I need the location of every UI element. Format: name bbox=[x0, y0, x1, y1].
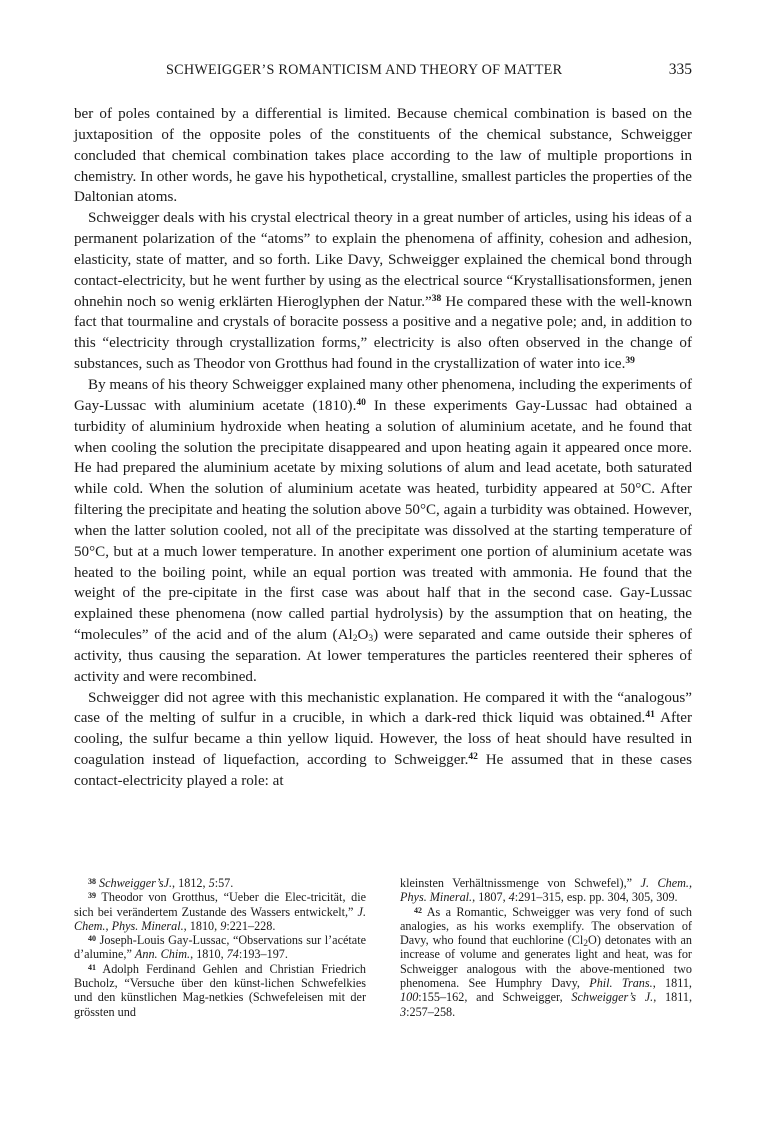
footnote-42-journal-2: Schweigger’s J. bbox=[571, 990, 654, 1005]
paragraph-4-text-c: He assumed that in these cases contact-electricity played a role: at bbox=[74, 752, 692, 789]
footnote-41 bbox=[74, 962, 366, 1019]
footnote-38-journal: Schweigger’sJ. bbox=[99, 876, 173, 890]
page-header bbox=[74, 56, 692, 82]
footnote-41-year: , 1807, bbox=[472, 890, 509, 905]
footnote-40 bbox=[74, 933, 366, 962]
footnote-42 bbox=[400, 905, 692, 1019]
footnote-40-number: 40 bbox=[88, 934, 96, 944]
subscript-al: 2 bbox=[352, 634, 358, 645]
footnote-42-text-a: As a Romantic, Schweigger was very fond of such analogies, as his works exemplify. The observation of Davy, who found that euchlorine (Cl bbox=[400, 904, 692, 948]
footnote-40-volume: 74 bbox=[226, 947, 239, 962]
footnote-38-number: 38 bbox=[88, 877, 96, 886]
paragraph-2-text-b: He compared these with the well-known fact that tourmaline and crystals of boracite possess a positive and a negative pole; and, in addition to this “electricity through crystallization forms,” electricity is also often observed in the change of substances, such as Theodor von Grotthus had found in the crystallization of water into ice. bbox=[74, 293, 692, 373]
footnote-40-text: Joseph-Louis Gay-Lussac, “Observations sur l’acétate d’alumine,” bbox=[74, 933, 366, 962]
paragraph-3-text-c: ) were separated and came outside their spheres of activity, thus causing the separation. At lower temperatures the particles reentered their spheres of activity and were recombined. bbox=[74, 627, 692, 685]
footnote-39-journal: J. Chem., Phys. Mineral. bbox=[74, 904, 366, 933]
footnote-42-year: , 1811, bbox=[652, 976, 692, 991]
page-number: 335 bbox=[668, 61, 692, 78]
footnote-41-continued bbox=[400, 876, 692, 905]
footnote-39-number: 39 bbox=[88, 891, 96, 901]
footnote-42-number: 42 bbox=[414, 905, 422, 915]
footnote-41-pages: :291–315, esp. pp. 304, 305, 309. bbox=[514, 890, 678, 905]
footnote-40-pages: :193–197. bbox=[238, 947, 288, 962]
subscript-o: 3 bbox=[368, 634, 374, 645]
paragraph-1-text: ber of poles contained by a differential is limited. Because chemical combination is based on the juxtaposition of the opposite poles of the constituents of the chemical substance, Schweigger concluded that chemical combination takes place according to the law of multiple proportions in chemistry. In other words, he gave his hypothetical, crystalline, smallest particles the properties of the Daltonian atoms. bbox=[74, 106, 692, 206]
footnote-ref-40: 40 bbox=[356, 397, 366, 408]
footnote-38-pages: :57. bbox=[214, 876, 234, 890]
footnote-41-journal: J. Chem., Phys. Mineral. bbox=[400, 876, 693, 905]
footnote-column-left bbox=[74, 876, 366, 1019]
paragraph-4-text-b: After cooling, the sulfur became a thin yellow liquid. However, the loss of heat should have resulted in coagulation instead of liquefaction, according to Schweigger. bbox=[74, 710, 692, 769]
footnote-ref-39: 39 bbox=[625, 356, 635, 367]
footnote-40-journal: Ann. Chim. bbox=[134, 947, 191, 962]
subscript-cl: 2 bbox=[583, 939, 589, 950]
running-head: SCHWEIGGER’S ROMANTICISM AND THEORY OF MATTER bbox=[166, 62, 563, 78]
oxygen-symbol: O bbox=[357, 627, 369, 644]
footnote-38-year: , 1812, bbox=[172, 876, 209, 890]
footnote-42-pages-2: :257–258. bbox=[406, 1004, 456, 1019]
footnote-41-volume: 4 bbox=[508, 890, 515, 905]
footnote-41-cont-text: kleinsten Verhältnissmenge von Schwefel),” bbox=[400, 876, 641, 890]
footnote-column-right bbox=[400, 876, 692, 1019]
footnote-ref-38: 38 bbox=[431, 293, 442, 304]
paragraph-4 bbox=[74, 688, 692, 792]
footnote-40-year: , 1810, bbox=[190, 947, 227, 962]
footnote-41-number: 41 bbox=[88, 962, 96, 972]
footnote-39-year: , 1810, bbox=[183, 918, 221, 933]
footnote-ref-41: 41 bbox=[645, 710, 655, 721]
footnote-39 bbox=[74, 890, 366, 933]
paragraph-4-text-a: Schweigger did not agree with this mechanistic explanation. He compared it with the “analogous” case of the melting of sulfur in a crucible, in which a dark-red thick liquid was obtained. bbox=[74, 689, 692, 727]
footnote-42-volume-2: 3 bbox=[400, 1004, 407, 1019]
footnote-42-journal: Phil. Trans. bbox=[589, 976, 653, 991]
paragraph-1 bbox=[74, 104, 692, 208]
footnote-38 bbox=[74, 876, 366, 890]
footnote-42-pages: :155–162, and Schweigger, bbox=[418, 990, 572, 1005]
footnote-39-text: Theodor von Grotthus, “Ueber die Elec-tricität, die sich bei verändertem Zustande des Wassers entwickelt,” bbox=[74, 890, 367, 919]
footnote-39-pages: :221–228. bbox=[226, 918, 276, 933]
main-text bbox=[74, 104, 692, 792]
paragraph-3-text-b: In these experiments Gay-Lussac had obtained a turbidity of aluminium hydroxide when heating a solution of aluminium acetate, and he found that when cooling the solution the precipitate disappeared and upon heating again it appeared once more. He had prepared the aluminium acetate by mixing solutions of alum and lead acetate, both saturated while cold. When the solution of aluminium acetate was heated, turbidity appeared at 50°C. After filtering the precipitate and heating the solution above 50°C, again a turbidity was obtained. However, when the latter solution cooled, not all of the precipitate was dissolved at the starting temperature of 50°C, but at a much lower temperature. In another experiment one portion of aluminium acetate was heated to the boiling point, while an equal portion was treated with ammonia. He found that the weight of the pre-cipitate in the first case was about half that in the second case. Gay-Lussac explained these phenomena (now called partial hydrolysis) by the assumption that on heating, the “molecules” of the acid and of the alum (Al bbox=[74, 397, 692, 644]
footnote-ref-42: 42 bbox=[468, 752, 478, 763]
footnote-42-text-b: O) detonates with an increase of volume and generates light and heat, was for Schweigger analogous with the above-mentioned two phenomena. See Humphry Davy, bbox=[400, 933, 693, 991]
paragraph-2 bbox=[74, 208, 692, 375]
paragraph-3 bbox=[74, 375, 692, 688]
footnote-42-year-2: , 1811, bbox=[653, 990, 692, 1005]
paragraph-2-text-a: Schweigger deals with his crystal electrical theory in a great number of articles, using his ideas of a permanent polarization of the “atoms” to explain the phenomena of affinity, cohesion and adhesion, elasticity, state of matter, and so forth. Like Davy, Schweigger explained the chemical bond through contact-electricity, but he went further by using as the electrical source “Krystallisationsformen, jenen ohnehin noch so wenig erklärten Hieroglyphen der Natur.” bbox=[74, 210, 692, 310]
footnote-42-volume: 100 bbox=[400, 990, 419, 1005]
footnote-41-text: Adolph Ferdinand Gehlen and Christian Friedrich Bucholz, “Versuche über den künst-lichen Schwefelkies und den künstlichen Mag-netkies (Schwefeleisen mit der grössten und bbox=[74, 961, 366, 1019]
paragraph-3-text-a: By means of his theory Schweigger explained many other phenomena, including the experiments of Gay-Lussac with aluminium acetate (1810). bbox=[74, 376, 692, 414]
footnote-39-volume: 9 bbox=[220, 918, 227, 933]
footnote-38-volume: 5 bbox=[208, 876, 215, 890]
book-page bbox=[74, 56, 693, 1019]
